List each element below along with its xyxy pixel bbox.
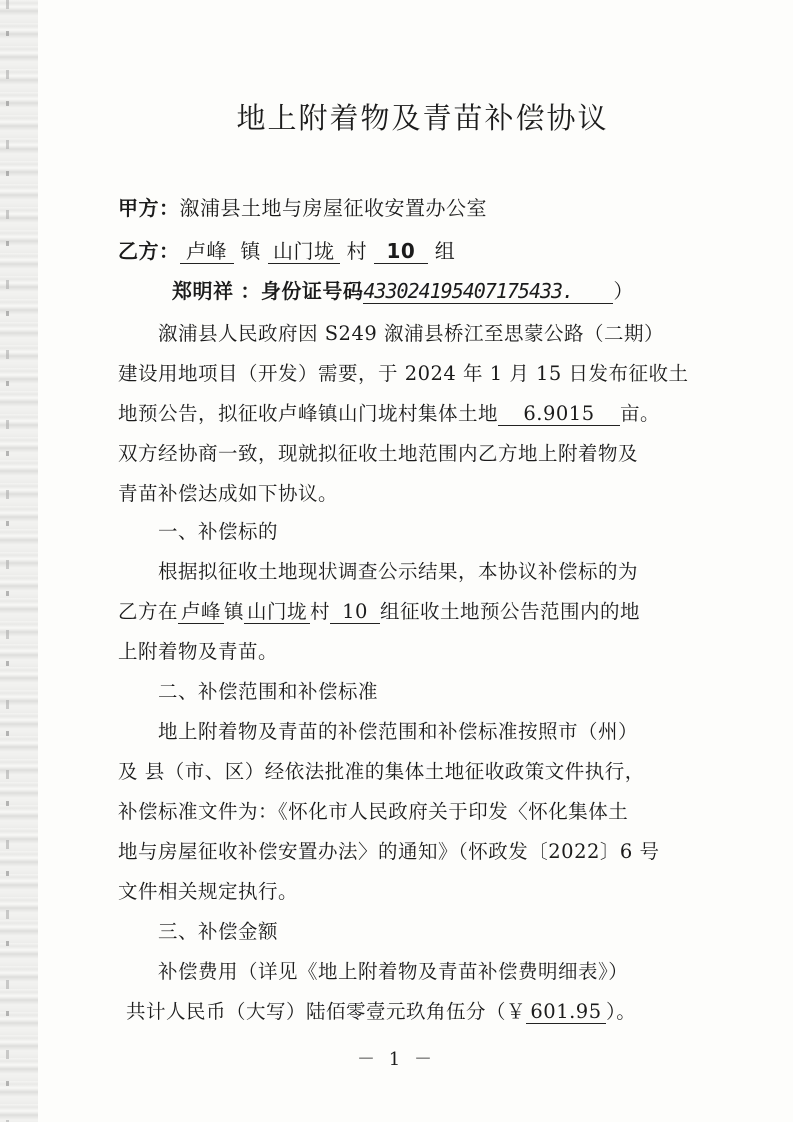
amount-value: 601.95 <box>526 1001 606 1024</box>
s1-village-suffix: 村 <box>310 600 331 623</box>
s1-prefix: 乙方在 <box>118 600 179 623</box>
intro-line-3 <box>118 398 660 426</box>
party-a-line <box>118 192 487 221</box>
land-area-value: 6.9015 <box>498 403 620 426</box>
section-1-heading: 一、补偿标的 <box>158 520 279 543</box>
section-2-line-4: 地与房屋征收补偿安置办法〉的通知》（怀政发〔2022〕6 号 <box>118 840 660 863</box>
group-suffix: 组 <box>434 239 456 263</box>
person-name: 郑明祥 <box>172 279 234 303</box>
s1-group: 10 <box>330 601 380 624</box>
person-id-line <box>172 275 634 304</box>
town-suffix: 镇 <box>240 239 261 263</box>
section-3-heading: 三、补偿金额 <box>158 920 279 943</box>
land-area-unit: 亩。 <box>620 402 661 425</box>
section-2-line-3: 补偿标准文件为：《怀化市人民政府关于印发〈怀化集体土 <box>118 800 629 823</box>
intro-line-1: 溆浦县人民政府因 S249 溆浦县桥江至思蒙公路（二期） <box>158 322 664 345</box>
document-title: 地上附着物及青苗补偿协议 <box>236 101 609 135</box>
party-a-label: 甲方： <box>118 196 180 220</box>
section-2-line-5: 文件相关规定执行。 <box>118 880 299 903</box>
s1-village: 山门垅 <box>244 601 310 624</box>
scan-edge-artifact <box>0 0 38 1122</box>
s1-suffix: 组征收土地预公告范围内的地 <box>380 600 641 623</box>
id-close: ） <box>613 279 634 303</box>
id-label: ：身份证号码 <box>240 279 364 303</box>
section-2-line-1: 地上附着物及青苗的补偿范围和补偿标准按照市（州） <box>158 720 639 743</box>
section-3-line-1: 补偿费用（详见《地上附着物及青苗补偿费明细表》） <box>158 960 629 983</box>
section-1-line-2 <box>118 596 640 624</box>
intro-line-2: 建设用地项目（开发）需要，于 2024 年 1 月 15 日发布征收土 <box>118 362 689 385</box>
village-suffix: 村 <box>346 239 368 263</box>
amount-prefix: 共计人民币（大写）陆佰零壹元玖角伍分（￥ <box>126 1000 527 1023</box>
intro-line-4: 双方经协商一致，现就拟征收土地范围内乙方地上附着物及 <box>118 442 639 465</box>
section-3-line-2 <box>126 996 636 1024</box>
party-b-village: 山门垅 <box>268 240 340 264</box>
party-a-name: 溆浦县土地与房屋征收安置办公室 <box>179 196 487 220</box>
page-number: － 1 － <box>357 1049 436 1070</box>
amount-suffix: ）。 <box>606 1000 637 1023</box>
s1-town: 卢峰 <box>178 601 224 624</box>
party-b-line <box>118 235 455 264</box>
intro-line-3-text: 地预公告，拟征收卢峰镇山门垅村集体土地 <box>118 402 499 425</box>
party-b-town: 卢峰 <box>180 240 234 264</box>
intro-line-5: 青苗补偿达成如下协议。 <box>118 482 339 505</box>
section-1-line-3: 上附着物及青苗。 <box>118 640 279 663</box>
party-b-group: 10 <box>374 240 428 264</box>
party-b-label: 乙方： <box>118 239 180 263</box>
s1-town-suffix: 镇 <box>224 600 245 623</box>
section-2-line-2: 及 县（市、区）经依法批准的集体土地征收政策文件执行， <box>118 760 645 783</box>
section-2-heading: 二、补偿范围和补偿标准 <box>158 680 379 703</box>
section-1-line-1: 根据拟征收土地现状调查公示结果，本协议补偿标的为 <box>158 560 639 583</box>
id-number-handwritten: 433024195407175433. <box>363 280 613 304</box>
